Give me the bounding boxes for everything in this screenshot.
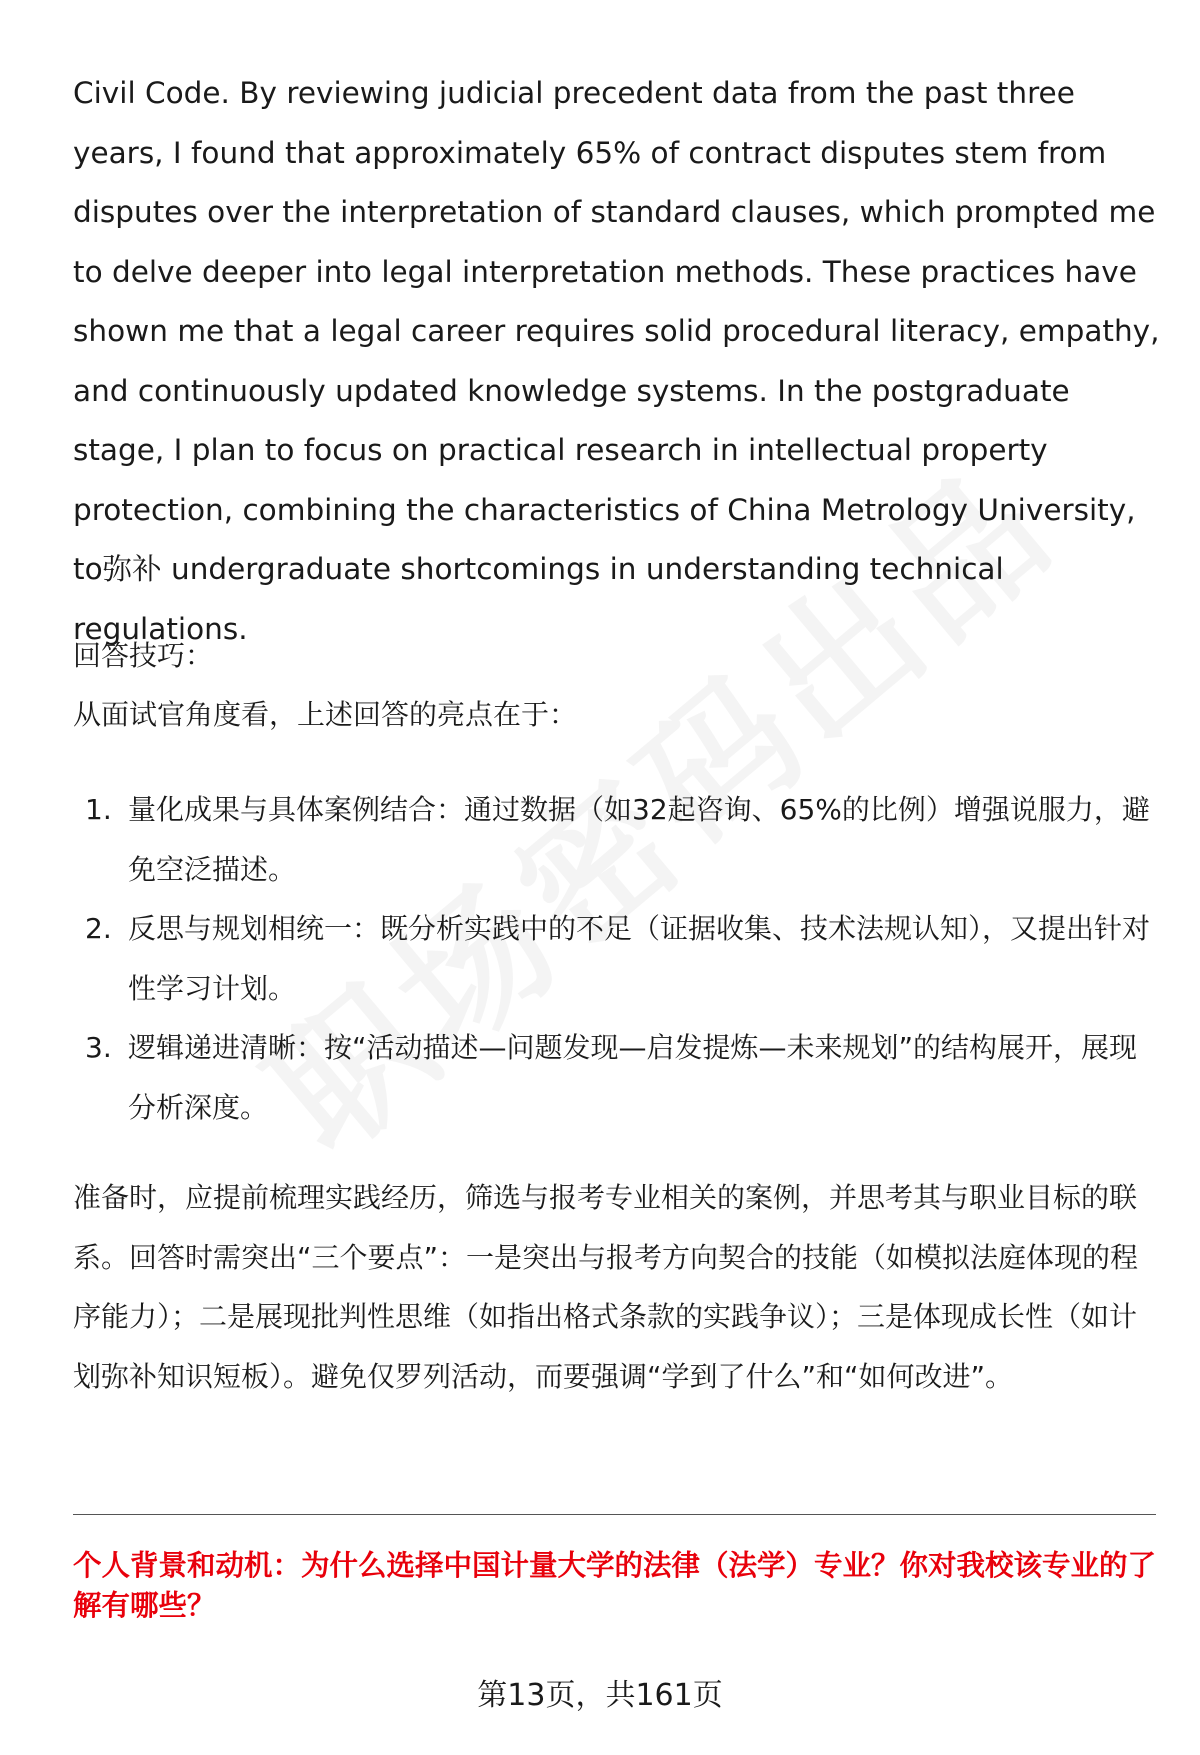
preparation-paragraph: 准备时，应提前梳理实践经历，筛选与报考专业相关的案例，并思考其与职业目标的联系。回答时需突出“三个要点”：一是突出与报考方向契合的技能（如模拟法庭体现的程序能力）；二是展现批判性思维（如指出格式条款的实践争议）；三是体现成长性（如计划弥补知识短板）。避免仅罗列活动，而要强调“学到了什么”和“如何改进”。	[73, 1181, 1139, 1393]
page-number-footer: 第13页，共161页	[477, 1678, 723, 1713]
list-item	[73, 780, 1153, 899]
list-item-text: 量化成果与具体案例结合：通过数据（如32起咨询、65%的比例）增强说服力，避免空泛描述。	[128, 793, 1150, 886]
tips-heading: 回答技巧：	[73, 639, 214, 672]
list-item-number: 1.	[85, 793, 112, 826]
tips-list	[73, 780, 1153, 1137]
next-question-heading: 个人背景和动机：为什么选择中国计量大学的法律（法学）专业？你对我校该专业的了解有哪些？	[73, 1549, 1157, 1622]
answer-paragraph: Civil Code. By reviewing judicial precedent data from the past three years, I found that approximately 65% of contract disputes stem from disputes over the interpretation of standard clauses, which prompted me to delve deeper into legal interpretation methods. These practices have shown me that a legal career requires solid procedural literacy, empathy, and continuously updated knowledge systems. In the postgraduate stage, I plan to focus on practical research in intellectual property protection, combining the characteristics of China Metrology University, to弥补 undergraduate shortcomings in understanding technical regulations.	[73, 76, 1160, 646]
list-item-number: 2.	[85, 912, 112, 945]
section-divider	[73, 1514, 1156, 1515]
list-item	[73, 1018, 1153, 1137]
list-item	[73, 899, 1153, 1018]
list-item-text: 反思与规划相统一：既分析实践中的不足（证据收集、技术法规认知），又提出针对性学习计划。	[128, 912, 1151, 1005]
list-item-text: 逻辑递进清晰：按“活动描述—问题发现—启发提炼—未来规划”的结构展开，展现分析深度。	[128, 1031, 1138, 1124]
list-item-number: 3.	[85, 1031, 112, 1064]
tips-intro: 从面试官角度看，上述回答的亮点在于：	[73, 698, 578, 731]
